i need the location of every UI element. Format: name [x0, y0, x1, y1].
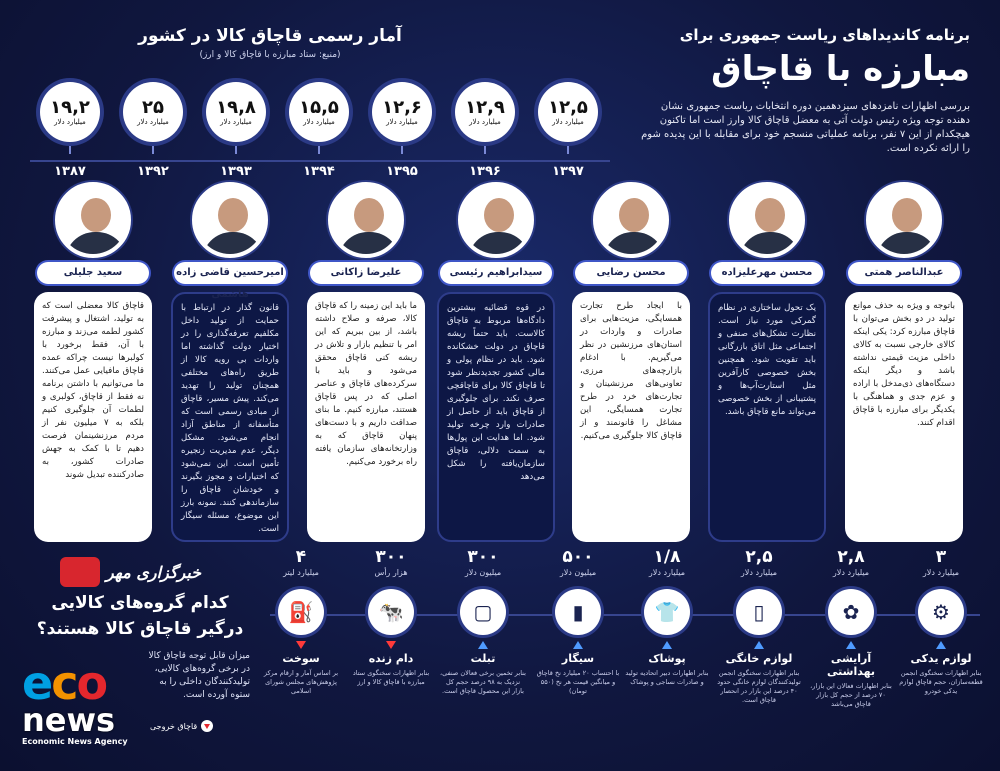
- group-note: بر اساس آمار و ارقام مرکز پژوهش‌های مجلس شورای اسلامی: [263, 669, 339, 695]
- candidate-name: محسن مهرعلیزاده: [711, 262, 823, 284]
- inbound-arrow-icon: [478, 641, 488, 649]
- group-note: بنابر اظهارات سخنگوی ستاد مبارزه با قاچاق کالا و ارز: [352, 669, 430, 686]
- stat-unit: میلیارد دلار: [54, 118, 86, 126]
- stat-year: ۱۳۹۵: [386, 164, 418, 179]
- goods-group: [535, 548, 621, 696]
- candidate-photo: [328, 182, 404, 258]
- candidate-photo: [55, 182, 131, 258]
- candidate-photo: [729, 182, 805, 258]
- stat-unit: میلیارد دلار: [552, 118, 584, 126]
- stat-item: [450, 82, 520, 179]
- stat-value: ۱۹,۸: [216, 97, 256, 118]
- outbound-arrow-icon: [201, 720, 213, 732]
- group-note: بنابر اظهارات سخنگوی انجمن تولیدکنندگان لوازم خانگی حدود ۴۰ درصد این بازار در انحصار قاچاق است.: [717, 669, 801, 704]
- stat-tick: [318, 146, 320, 154]
- outbound-arrow-icon: [296, 641, 306, 649]
- candidate-name: سعید جلیلی: [37, 262, 149, 284]
- cosmetics-icon: ✿: [828, 589, 874, 635]
- group-value: ۵۰۰: [562, 547, 594, 567]
- gear-icon: ⚙: [918, 589, 964, 635]
- stat-item: [201, 82, 271, 179]
- goods-group: [716, 548, 802, 705]
- candidate-name: عبدالناصر همتی: [848, 262, 960, 284]
- stats-timeline: [30, 82, 610, 179]
- candidate-statement: باتوجه و ویژه به حذف موانع تولید در دو بخش می‌توان با قاچاق مبارزه کرد: یکی اینکه کالای خارجی نسبت به کالای داخلی مزیت قیمتی نداشته باشد و دیگر اینکه دستگاه‌های ذی‌مدخل با اراده و عزم جدی و هماهنگی با یکدیگر برای مبارزه با قاچاق اقدام کنند.: [845, 292, 963, 542]
- photo-body: [202, 232, 264, 258]
- question-description: میزان قابل توجه قاچاق کالا در برخی گروه‌های کالایی، تولیدکنندگان داخلی را به ستوه آورده است.: [148, 651, 250, 700]
- candidate-photo: [593, 182, 669, 258]
- group-value: ۳۰۰: [375, 547, 407, 567]
- stat-value: ۱۲,۹: [465, 97, 505, 118]
- stat-tick: [69, 146, 71, 154]
- mehr-label: خبرگزاری مهر: [106, 562, 202, 582]
- group-unit: میلیارد دلار: [740, 568, 778, 577]
- photo-body: [876, 232, 938, 258]
- stat-item: [533, 82, 603, 179]
- group-value: ۴: [295, 547, 307, 567]
- stat-value: ۱۲,۶: [382, 97, 422, 118]
- group-value: ۱/۸: [653, 547, 681, 567]
- goods-group: [440, 548, 526, 696]
- candidate-name: علیرضا زاکانی: [310, 262, 422, 284]
- goods-group: [624, 548, 710, 687]
- candidate-name: سیدابراهیم رئیسی: [440, 262, 552, 284]
- stat-circle: [455, 82, 515, 142]
- photo-face: [354, 198, 384, 232]
- photo-face: [218, 198, 248, 232]
- legend-label: قاچاق خروجی: [150, 721, 198, 731]
- livestock-icon: 🐄: [368, 589, 414, 635]
- group-name: تبلت: [470, 652, 496, 665]
- candidate-card: [34, 182, 152, 542]
- group-name: پوشاک: [648, 652, 686, 665]
- logo-eco: eco: [22, 656, 107, 710]
- candidate-card: [572, 182, 690, 542]
- stat-value: ۲۵: [142, 97, 164, 118]
- group-value: ۳: [935, 547, 947, 567]
- stat-value: ۱۲,۵: [548, 97, 588, 118]
- photo-face: [484, 198, 514, 232]
- photo-face: [619, 198, 649, 232]
- group-name: لوازم خانگی: [725, 652, 793, 665]
- stat-circle: [40, 82, 100, 142]
- stat-item: [284, 82, 354, 179]
- outbound-arrow-icon: [386, 641, 396, 649]
- group-note: بنابر اظهارات سخنگوی انجمن قطعه‌سازان، حجم قاچاق لوازم یدکی خودرو: [899, 669, 983, 695]
- question-title: کدام گروه‌های کالایی درگیر قاچاق کالا هستند؟: [36, 593, 244, 639]
- group-name: لوازم یدکی: [910, 652, 972, 665]
- tablet-icon: ▢: [460, 589, 506, 635]
- stat-tick: [484, 146, 486, 154]
- stat-year: ۱۳۹۶: [469, 164, 501, 179]
- candidate-name: امیرحسین قاضی زاده هاشمی: [174, 262, 286, 284]
- candidate-statement: قاچاق کالا معضلی است که به تولید، اشتغال و پیشرفت کشور لطمه می‌زند و مبارزه با آن، فقط برخورد با کولبرها نیست چراکه عمده قاچاق مافیایی عمل می‌کنند. ما می‌توانیم با داشتن برنامه نه فقط از قاچاق، کولبری و لطمات آن جلوگیری کنیم بلکه به ۷ میلیون نفر از مردم مرزنشینمان فرصت دهیم تا با کمک به جهش صادرات کشور، به صادرکننده تبدیل شوند: [34, 292, 152, 542]
- photo-face: [755, 198, 785, 232]
- stat-tick: [152, 146, 154, 154]
- stat-year: ۱۳۹۲: [137, 164, 169, 179]
- stat-year: ۱۳۸۷: [54, 164, 86, 179]
- candidate-card: [708, 182, 826, 542]
- candidate-name: محسن رضایی: [575, 262, 687, 284]
- stats-header: [90, 26, 450, 60]
- group-value: ۳۰۰: [467, 547, 499, 567]
- stat-item: [367, 82, 437, 179]
- photo-face: [892, 198, 922, 232]
- group-note: بنابر اظهارات فعالان این بازار، ۷۰ درصد از حجم کل بازار قاچاق می‌باشد: [810, 682, 892, 708]
- photo-face: [81, 198, 111, 232]
- group-unit: میلیارد لیتر: [283, 568, 319, 577]
- stat-unit: میلیارد دلار: [386, 118, 418, 126]
- photo-body: [468, 232, 530, 258]
- stat-circle: [206, 82, 266, 142]
- goods-group: [348, 548, 434, 687]
- photo-body: [739, 232, 801, 258]
- stat-tick: [401, 146, 403, 154]
- intro-text: بررسی اظهارات نامزدهای سیزدهمین دوره انتخابات ریاست جمهوری نشان دهنده توجه ویژه رئیس دولت آتی به معضل قاچاق کالا وارز است اما تاکنون هیچکدام از این ۷ نفر، برنامه عملیاتی منسجم خود برای مقابله با این پدیده شوم را ارائه نکرده است.: [641, 101, 970, 154]
- photo-body: [65, 232, 127, 258]
- group-note: با احتساب ۲۰ میلیارد نخ قاچاق و میانگین قیمت هر نخ (۵۵۰ تومان): [536, 669, 620, 695]
- group-value: ۲,۸: [837, 547, 865, 567]
- candidate-photo: [192, 182, 268, 258]
- logo-tagline: Economic News Agency: [22, 737, 128, 746]
- photo-body: [603, 232, 665, 258]
- group-unit: میلیون دلار: [559, 568, 597, 577]
- econews-logo: [22, 656, 152, 752]
- group-note: بنابر تخمین برخی فعالان صنفی، نزدیک به ۹۸ درصد حجم کل بازار این محصول قاچاق است.: [440, 669, 526, 695]
- logo-news: news: [22, 701, 116, 739]
- group-value: ۲,۵: [745, 547, 773, 567]
- group-unit: میلیارد دلار: [648, 568, 686, 577]
- goods-group: [258, 548, 344, 696]
- goods-group: [808, 548, 894, 709]
- candidate-statement: قانون گذار در ارتباط با حمایت از تولید داخل مکلفیم تعرفه‌گذاری را در اختیار دولت گذاشته اما واردات بی رویه کالا از طریق راه‌های مختلفی همچنان تولید را تهدید می‌کند. پیش مسیر، قاچاق از مبادی رسمی است که متأسفانه از مناطق آزاد انجام می‌شود. مشکل دیگر، عدم مدیریت زنجیره تأمین است. این نمی‌شود که اختیارات و مجوز بگیرند و خودشان قاچاق را سازماندهی کنند. نمونه بارز این موضوع، مسئله سیگار است.: [171, 292, 289, 542]
- candidate-statement: ما باید این زمینه را که قاچاق کالا، صرفه و صلاح داشته باشد، از بین ببریم که این امر با تنظیم بازار و تلاش در ریشه کنی قاچاق محقق می‌شود و باید با سرکرده‌های قاچاق و عناصر اصلی که در پس قاچاق هستند، مبارزه کنیم. ما بنای صداقت داریم و با دست‌های پنهان قاچاق که به وزارتخانه‌های سازمان یافته راه برخورد می‌کنیم.: [307, 292, 425, 542]
- inbound-arrow-icon: [573, 641, 583, 649]
- stat-circle: [538, 82, 598, 142]
- stat-unit: میلیارد دلار: [137, 118, 169, 126]
- candidate-photo: [866, 182, 942, 258]
- main-title: مبارزه با قاچاق: [711, 49, 970, 89]
- group-name: سیگار: [561, 652, 595, 665]
- inbound-arrow-icon: [662, 641, 672, 649]
- inbound-arrow-icon: [846, 641, 856, 649]
- stat-year: ۱۳۹۳: [220, 164, 252, 179]
- stat-item: [35, 82, 105, 179]
- stat-circle: [289, 82, 349, 142]
- candidate-card: [845, 182, 963, 542]
- stat-value: ۱۵,۵: [299, 97, 339, 118]
- candidate-statement: یک تحول ساختاری در نظام گمرکی مورد نیاز است. نظارت تشکل‌های صنفی و اجتماعی مثل اتاق بازرگانی باید تقویت شود. همچنین بخش خصوصی کارآفرین مثل استارت‌آپ‌ها و پشتیبانی از بخش خصوصی می‌تواند مانع قاچاق باشد.: [708, 292, 826, 542]
- candidate-statement: با ایجاد طرح تجارت همسایگی، مزیت‌هایی برای صادرات و واردات در استان‌های مرزنشین در نظر می‌گیریم. با ادغام بازارچه‌های مرزی، تعاونی‌های مرزنشینان و تجارت‌های خرد در طرح تجارت همسایگی، این مشاغل را قانونمند و از قاچاق کالا جلوگیری می‌کنیم.: [572, 292, 690, 542]
- stat-unit: میلیارد دلار: [469, 118, 501, 126]
- candidate-card: [437, 182, 555, 542]
- header: [640, 26, 970, 156]
- candidate-card: [171, 182, 289, 542]
- stats-source: (منبع: ستاد مبارزه با قاچاق کالا و ارز): [199, 50, 341, 60]
- legend: [150, 720, 213, 732]
- mehr-mark-icon: [60, 557, 100, 587]
- group-unit: میلیارد دلار: [922, 568, 960, 577]
- group-unit: میلیون دلار: [464, 568, 502, 577]
- group-name: دام زنده: [368, 652, 414, 665]
- goods-group: [898, 548, 984, 696]
- mehr-logo: [60, 554, 210, 590]
- photo-body: [338, 232, 400, 258]
- inbound-arrow-icon: [936, 641, 946, 649]
- candidate-card: [307, 182, 425, 542]
- fridge-icon: ▯: [736, 589, 782, 635]
- stat-unit: میلیارد دلار: [220, 118, 252, 126]
- stat-item: [118, 82, 188, 179]
- group-note: بنابر اظهارات دبیر اتحادیه تولید و صادرات نساجی و پوشاک: [625, 669, 709, 686]
- group-name: سوخت: [282, 652, 320, 665]
- super-title: برنامه کاندیداهای ریاست جمهوری برای: [679, 26, 970, 44]
- stat-circle: [372, 82, 432, 142]
- stat-value: ۱۹,۲: [50, 97, 90, 118]
- group-unit: میلیارد دلار: [832, 568, 870, 577]
- fuel-icon: ⛽: [278, 589, 324, 635]
- cigarette-icon: ▮: [555, 589, 601, 635]
- stat-tick: [235, 146, 237, 154]
- group-unit: هزار رأس: [374, 568, 408, 577]
- shirt-icon: 👕: [644, 589, 690, 635]
- stats-title: آمار رسمی قاچاق کالا در کشور: [138, 26, 402, 46]
- stat-circle: [123, 82, 183, 142]
- stat-year: ۱۳۹۷: [552, 164, 584, 179]
- inbound-arrow-icon: [754, 641, 764, 649]
- candidate-statement: در قوه قضائیه بیشترین دادگاه‌ها مربوط به قاچاق کالاست. باید حتماً ریشه قاچاق در دولت خشکانده شود. باید در نظام پولی و مالی کشور تجدیدنظر شود تا قاچاق کالا برای قاچاقچی صرف نکند. برای جلوگیری از قاچاق باید از حاصل از صادرات وارد چرخه تولید شود. اما هدایت این پول‌ها به سمت دلالی، قاچاق سازمان‌یافته را شکل می‌دهد: [437, 292, 555, 542]
- group-name: آرایشی بهداشتی: [827, 652, 875, 678]
- candidate-photo: [458, 182, 534, 258]
- stat-tick: [567, 146, 569, 154]
- stat-year: ۱۳۹۴: [303, 164, 335, 179]
- stat-unit: میلیارد دلار: [303, 118, 335, 126]
